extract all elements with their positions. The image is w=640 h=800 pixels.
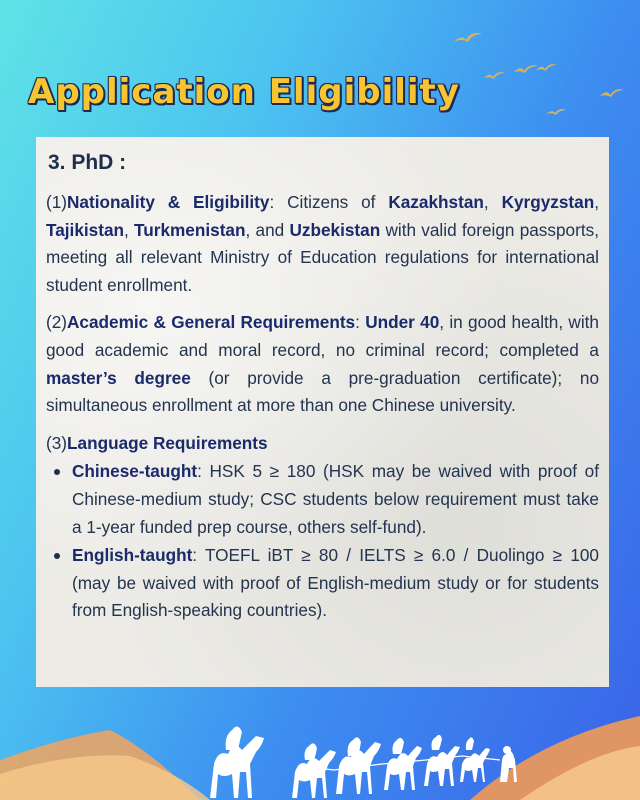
page-title: Application Eligibility: [28, 72, 460, 112]
language-heading: [46, 430, 599, 458]
list-item: [72, 458, 599, 541]
english-taught-label: English-taught: [72, 545, 193, 566]
academic-paragraph: [46, 309, 599, 419]
separator: ,: [594, 192, 599, 212]
nationality-text: : Citizens of: [269, 192, 389, 212]
bullet-icon: [54, 469, 60, 475]
separator: ,: [124, 219, 135, 240]
academic-number: (2): [46, 312, 68, 333]
academic-label: Academic & General Requirements: [67, 312, 356, 333]
list-item: [72, 542, 599, 625]
separator: , and: [245, 219, 290, 240]
nationality-detail: with valid foreign passports, meeting all relevant Ministry of Education regulations for international student enrollment.: [46, 219, 599, 295]
country-tajikistan: Tajikistan: [46, 219, 125, 240]
bird-icon: [440, 20, 640, 130]
nationality-paragraph: [46, 189, 599, 299]
desert-scene: [0, 690, 640, 800]
dune-icon: [0, 716, 640, 800]
chinese-taught-text: : HSK 5 ≥ 180 (HSK may be waived with proof of Chinese-medium study; CSC students below requirement must take a 1-year funded prep course, others self-fund).: [72, 461, 599, 537]
country-kyrgyzstan: Kyrgyzstan: [501, 192, 595, 212]
academic-text: , in good health, with good academic and moral record, no criminal record; completed a: [46, 312, 599, 360]
bullet-icon: [54, 553, 60, 559]
country-turkmenistan: Turkmenistan: [134, 219, 246, 240]
eligibility-card: [36, 137, 609, 687]
language-label: Language Requirements: [67, 432, 268, 453]
separator: :: [355, 312, 366, 333]
language-number: (3): [46, 432, 68, 453]
country-kazakhstan: Kazakhstan: [388, 192, 484, 212]
separator: ,: [483, 192, 502, 212]
camel-caravan-icon: [210, 726, 517, 798]
nationality-number: (1): [46, 192, 68, 212]
academic-detail: (or provide a pre-graduation certificate); no simultaneous enrollment at more than one Chinese university.: [46, 367, 599, 416]
section-heading: 3. PhD :: [48, 151, 127, 174]
degree-requirement: master’s degree: [46, 367, 191, 388]
chinese-taught-label: Chinese-taught: [72, 461, 198, 482]
english-taught-text: : TOEFL iBT ≥ 80 / IELTS ≥ 6.0 / Duolingo ≥ 100 (may be waived with proof of English-medium study or for students from English-speaking countries).: [72, 545, 599, 621]
nationality-label: Nationality & Eligibility: [67, 192, 270, 212]
country-uzbekistan: Uzbekistan: [289, 219, 381, 240]
language-list: [46, 458, 599, 625]
age-limit: Under 40: [365, 312, 440, 333]
